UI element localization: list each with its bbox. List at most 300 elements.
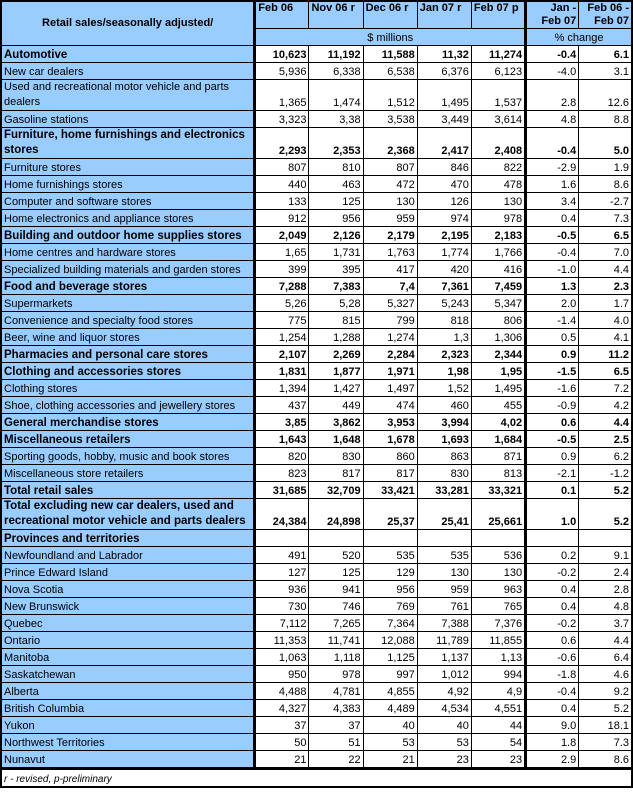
cell-nov06: 125 — [309, 193, 363, 210]
cell-feb06: 31,685 — [255, 482, 309, 499]
table-row — [1, 666, 632, 683]
cell-dec06: 3,953 — [363, 414, 417, 431]
column-header-feb07: Feb 07 p — [471, 1, 525, 29]
cell-dec06: 959 — [363, 210, 417, 227]
cell-feb07: 1,95 — [471, 363, 525, 380]
cell-feb06-feb07-pct: 2.5 — [579, 431, 632, 448]
cell-feb06-feb07-pct: 5.2 — [579, 482, 632, 499]
cell-feb06: 24,384 — [255, 499, 309, 530]
cell-feb07: 130 — [471, 193, 525, 210]
cell-nov06: 817 — [309, 465, 363, 482]
cell-nov06: 2,269 — [309, 346, 363, 363]
cell-feb06: 1,643 — [255, 431, 309, 448]
cell-feb06: 4,488 — [255, 683, 309, 700]
cell-feb06: 2,107 — [255, 346, 309, 363]
cell-nov06: 815 — [309, 312, 363, 329]
cell-jan-feb07-pct: -1.5 — [526, 363, 579, 380]
cell-nov06: 37 — [309, 717, 363, 734]
cell-jan-feb07-pct: -2.1 — [526, 465, 579, 482]
cell-jan07: 1,693 — [417, 431, 471, 448]
cell-feb06: 10,623 — [255, 46, 309, 63]
row-label: Quebec — [1, 615, 255, 632]
cell-nov06: 449 — [309, 397, 363, 414]
row-label: Prince Edward Island — [1, 564, 255, 581]
row-label: Home centres and hardware stores — [1, 244, 255, 261]
row-label: Specialized building materials and garden stores — [1, 261, 255, 278]
row-label: New Brunswick — [1, 598, 255, 615]
cell-jan07: 1,495 — [417, 80, 471, 111]
cell-feb06: 37 — [255, 717, 309, 734]
cell-feb06-feb07-pct: 11.2 — [579, 346, 632, 363]
cell-jan07: 40 — [417, 717, 471, 734]
cell-jan-feb07-pct: 0.4 — [526, 210, 579, 227]
cell-feb07: 1,306 — [471, 329, 525, 346]
table-row — [1, 261, 632, 278]
cell-feb07: 416 — [471, 261, 525, 278]
cell-nov06: 1,288 — [309, 329, 363, 346]
cell-nov06: 4,781 — [309, 683, 363, 700]
cell-nov06: 125 — [309, 564, 363, 581]
cell-nov06: 3,862 — [309, 414, 363, 431]
cell-jan-feb07-pct: 0.4 — [526, 581, 579, 598]
cell-jan07: 53 — [417, 734, 471, 751]
cell-feb07: 978 — [471, 210, 525, 227]
cell-dec06: 40 — [363, 717, 417, 734]
cell-feb06: 1,831 — [255, 363, 309, 380]
cell-jan-feb07-pct: -0.5 — [526, 227, 579, 244]
cell-feb06-feb07-pct — [579, 530, 632, 547]
table-row — [1, 465, 632, 482]
table-row — [1, 598, 632, 615]
cell-jan07: 33,281 — [417, 482, 471, 499]
row-label: Automotive — [1, 46, 255, 63]
cell-jan07: 2,195 — [417, 227, 471, 244]
cell-feb07: 871 — [471, 448, 525, 465]
cell-jan07: 4,92 — [417, 683, 471, 700]
table-title: Retail sales/seasonally adjusted/ — [1, 1, 255, 46]
cell-feb06-feb07-pct: 4.0 — [579, 312, 632, 329]
cell-feb06: 1,254 — [255, 329, 309, 346]
cell-jan07: 25,41 — [417, 499, 471, 530]
cell-nov06: 1,118 — [309, 649, 363, 666]
cell-feb06-feb07-pct: 4.6 — [579, 666, 632, 683]
cell-dec06: 1,512 — [363, 80, 417, 111]
cell-nov06: 22 — [309, 751, 363, 769]
row-label: Total excluding new car dealers, used and recreational motor vehicle and parts dealers — [1, 499, 255, 530]
table-row — [1, 295, 632, 312]
cell-feb07: 6,123 — [471, 63, 525, 80]
cell-jan-feb07-pct: -0.4 — [526, 683, 579, 700]
cell-jan07: 1,137 — [417, 649, 471, 666]
cell-nov06 — [309, 530, 363, 547]
row-label: Total retail sales — [1, 482, 255, 499]
cell-feb06-feb07-pct: -2.7 — [579, 193, 632, 210]
cell-feb06: 50 — [255, 734, 309, 751]
table-row — [1, 632, 632, 649]
row-label: Nunavut — [1, 751, 255, 769]
cell-dec06: 769 — [363, 598, 417, 615]
cell-dec06: 11,588 — [363, 46, 417, 63]
cell-jan07: 1,012 — [417, 666, 471, 683]
row-label: Furniture stores — [1, 159, 255, 176]
cell-nov06: 2,353 — [309, 128, 363, 159]
cell-feb06-feb07-pct: 18.1 — [579, 717, 632, 734]
cell-nov06: 11,192 — [309, 46, 363, 63]
cell-feb06-feb07-pct: 6.2 — [579, 448, 632, 465]
cell-nov06: 1,648 — [309, 431, 363, 448]
cell-dec06: 997 — [363, 666, 417, 683]
cell-feb07: 25,661 — [471, 499, 525, 530]
cell-jan-feb07-pct: 0.5 — [526, 329, 579, 346]
cell-feb07: 455 — [471, 397, 525, 414]
cell-jan07: 863 — [417, 448, 471, 465]
cell-jan-feb07-pct: 1.6 — [526, 176, 579, 193]
cell-jan07: 535 — [417, 547, 471, 564]
cell-feb06-feb07-pct: 6.5 — [579, 227, 632, 244]
cell-feb06-feb07-pct: 7.3 — [579, 210, 632, 227]
cell-nov06: 746 — [309, 598, 363, 615]
cell-jan07: 23 — [417, 751, 471, 769]
cell-feb06-feb07-pct: 5.2 — [579, 700, 632, 717]
table-row — [1, 193, 632, 210]
cell-feb06: 11,353 — [255, 632, 309, 649]
table-row — [1, 63, 632, 80]
table-row — [1, 80, 632, 111]
cell-feb06: 912 — [255, 210, 309, 227]
cell-jan07: 5,243 — [417, 295, 471, 312]
footnote: r - revised, p-preliminary — [1, 769, 632, 788]
cell-feb06-feb07-pct: 4.8 — [579, 598, 632, 615]
cell-dec06: 53 — [363, 734, 417, 751]
cell-dec06: 4,855 — [363, 683, 417, 700]
row-label: Convenience and specialty food stores — [1, 312, 255, 329]
table-row — [1, 128, 632, 159]
cell-jan-feb07-pct: 2.9 — [526, 751, 579, 769]
cell-feb06-feb07-pct: 7.3 — [579, 734, 632, 751]
cell-jan-feb07-pct: -1.0 — [526, 261, 579, 278]
cell-feb06: 936 — [255, 581, 309, 598]
cell-feb06: 820 — [255, 448, 309, 465]
cell-feb06-feb07-pct: 5.2 — [579, 499, 632, 530]
table-row — [1, 431, 632, 448]
cell-feb07: 1,684 — [471, 431, 525, 448]
cell-jan07: 11,789 — [417, 632, 471, 649]
table-row — [1, 751, 632, 769]
row-label: Pharmacies and personal care stores — [1, 346, 255, 363]
row-label: Furniture, home furnishings and electronics stores — [1, 128, 255, 159]
cell-feb06: 437 — [255, 397, 309, 414]
cell-feb06-feb07-pct: 1.9 — [579, 159, 632, 176]
cell-feb07: 11,855 — [471, 632, 525, 649]
cell-dec06: 474 — [363, 397, 417, 414]
cell-dec06: 472 — [363, 176, 417, 193]
cell-feb06: 5,936 — [255, 63, 309, 80]
cell-feb06: 1,65 — [255, 244, 309, 261]
row-label: Sporting goods, hobby, music and book stores — [1, 448, 255, 465]
cell-feb07: 4,9 — [471, 683, 525, 700]
cell-feb07: 7,376 — [471, 615, 525, 632]
row-label: Beer, wine and liquor stores — [1, 329, 255, 346]
cell-jan07: 4,534 — [417, 700, 471, 717]
cell-feb07: 54 — [471, 734, 525, 751]
cell-feb06-feb07-pct: 6.1 — [579, 46, 632, 63]
cell-nov06: 520 — [309, 547, 363, 564]
cell-dec06: 7,4 — [363, 278, 417, 295]
cell-dec06: 1,125 — [363, 649, 417, 666]
cell-dec06: 1,274 — [363, 329, 417, 346]
cell-feb06-feb07-pct: 12.6 — [579, 80, 632, 111]
cell-jan07: 3,449 — [417, 111, 471, 128]
cell-feb06-feb07-pct: 6.5 — [579, 363, 632, 380]
row-label: New car dealers — [1, 63, 255, 80]
cell-feb06-feb07-pct: 1.7 — [579, 295, 632, 312]
row-label: Nova Scotia — [1, 581, 255, 598]
cell-feb06-feb07-pct: 8.8 — [579, 111, 632, 128]
table-row — [1, 482, 632, 499]
cell-jan07: 3,994 — [417, 414, 471, 431]
row-label: Miscellaneous retailers — [1, 431, 255, 448]
footnote-row — [1, 769, 632, 788]
cell-feb06 — [255, 530, 309, 547]
table-row — [1, 530, 632, 547]
column-header-feb06: Feb 06 — [255, 1, 309, 29]
cell-dec06: 33,421 — [363, 482, 417, 499]
cell-jan-feb07-pct: -0.2 — [526, 615, 579, 632]
cell-jan07 — [417, 530, 471, 547]
cell-feb07: 765 — [471, 598, 525, 615]
cell-jan-feb07-pct: -0.9 — [526, 397, 579, 414]
cell-nov06: 830 — [309, 448, 363, 465]
units-percent-change: % change — [526, 29, 632, 46]
row-label: Clothing and accessories stores — [1, 363, 255, 380]
cell-feb06-feb07-pct: 3.1 — [579, 63, 632, 80]
cell-feb07: 2,408 — [471, 128, 525, 159]
cell-feb06-feb07-pct: 4.4 — [579, 414, 632, 431]
cell-jan07: 974 — [417, 210, 471, 227]
cell-nov06: 941 — [309, 581, 363, 598]
cell-dec06: 1,763 — [363, 244, 417, 261]
row-label: Newfoundland and Labrador — [1, 547, 255, 564]
cell-dec06: 807 — [363, 159, 417, 176]
cell-feb07: 1,766 — [471, 244, 525, 261]
row-label: Supermarkets — [1, 295, 255, 312]
cell-nov06: 3,38 — [309, 111, 363, 128]
row-label: Building and outdoor home supplies stores — [1, 227, 255, 244]
table-row — [1, 244, 632, 261]
row-label: General merchandise stores — [1, 414, 255, 431]
cell-feb07: 11,274 — [471, 46, 525, 63]
cell-jan-feb07-pct: -2.9 — [526, 159, 579, 176]
cell-feb06: 7,288 — [255, 278, 309, 295]
cell-feb06: 133 — [255, 193, 309, 210]
cell-nov06: 1,731 — [309, 244, 363, 261]
cell-feb06-feb07-pct: 2.4 — [579, 564, 632, 581]
cell-feb06: 823 — [255, 465, 309, 482]
cell-dec06: 3,538 — [363, 111, 417, 128]
cell-feb06: 399 — [255, 261, 309, 278]
cell-jan-feb07-pct: -0.4 — [526, 128, 579, 159]
cell-dec06: 7,364 — [363, 615, 417, 632]
cell-jan07: 761 — [417, 598, 471, 615]
cell-dec06: 535 — [363, 547, 417, 564]
cell-dec06: 860 — [363, 448, 417, 465]
cell-nov06: 463 — [309, 176, 363, 193]
cell-jan-feb07-pct: -1.6 — [526, 380, 579, 397]
table-row — [1, 734, 632, 751]
cell-feb06-feb07-pct: 2.8 — [579, 581, 632, 598]
cell-jan07: 470 — [417, 176, 471, 193]
table-row — [1, 329, 632, 346]
row-label: Yukon — [1, 717, 255, 734]
cell-feb06-feb07-pct: 7.0 — [579, 244, 632, 261]
cell-feb06-feb07-pct: 3.7 — [579, 615, 632, 632]
cell-feb07: 5,347 — [471, 295, 525, 312]
cell-feb07: 963 — [471, 581, 525, 598]
cell-nov06: 6,338 — [309, 63, 363, 80]
row-label: Home furnishings stores — [1, 176, 255, 193]
cell-nov06: 395 — [309, 261, 363, 278]
cell-jan07: 1,98 — [417, 363, 471, 380]
cell-jan-feb07-pct: 4.8 — [526, 111, 579, 128]
cell-dec06: 2,368 — [363, 128, 417, 159]
cell-feb07: 478 — [471, 176, 525, 193]
cell-jan-feb07-pct: -0.2 — [526, 564, 579, 581]
cell-jan07: 6,376 — [417, 63, 471, 80]
cell-jan-feb07-pct: 0.9 — [526, 448, 579, 465]
cell-nov06: 32,709 — [309, 482, 363, 499]
cell-feb07: 2,183 — [471, 227, 525, 244]
cell-dec06: 1,678 — [363, 431, 417, 448]
table-row — [1, 564, 632, 581]
cell-feb06-feb07-pct: 7.2 — [579, 380, 632, 397]
cell-dec06: 6,538 — [363, 63, 417, 80]
table-row — [1, 227, 632, 244]
cell-jan-feb07-pct: -0.6 — [526, 649, 579, 666]
cell-jan-feb07-pct: -1.8 — [526, 666, 579, 683]
cell-jan-feb07-pct: -1.4 — [526, 312, 579, 329]
cell-jan07: 2,417 — [417, 128, 471, 159]
row-label: Manitoba — [1, 649, 255, 666]
cell-feb06: 2,049 — [255, 227, 309, 244]
cell-jan07: 830 — [417, 465, 471, 482]
cell-dec06: 5,327 — [363, 295, 417, 312]
cell-jan-feb07-pct: -0.4 — [526, 244, 579, 261]
cell-jan-feb07-pct: 1.0 — [526, 499, 579, 530]
cell-jan07: 130 — [417, 564, 471, 581]
cell-dec06: 12,088 — [363, 632, 417, 649]
cell-feb06-feb07-pct: 9.1 — [579, 547, 632, 564]
cell-feb06: 4,327 — [255, 700, 309, 717]
cell-nov06: 1,474 — [309, 80, 363, 111]
cell-feb07: 822 — [471, 159, 525, 176]
cell-nov06: 2,126 — [309, 227, 363, 244]
row-label: British Columbia — [1, 700, 255, 717]
row-label: Computer and software stores — [1, 193, 255, 210]
cell-feb07: 1,495 — [471, 380, 525, 397]
cell-dec06: 2,179 — [363, 227, 417, 244]
cell-feb06-feb07-pct: 4.1 — [579, 329, 632, 346]
cell-jan-feb07-pct: 1.3 — [526, 278, 579, 295]
cell-jan07: 7,361 — [417, 278, 471, 295]
cell-feb06-feb07-pct: 6.4 — [579, 649, 632, 666]
table-row — [1, 210, 632, 227]
row-label: Home electronics and appliance stores — [1, 210, 255, 227]
cell-feb06: 491 — [255, 547, 309, 564]
cell-jan-feb07-pct: -0.4 — [526, 46, 579, 63]
cell-feb06: 3,323 — [255, 111, 309, 128]
cell-feb06-feb07-pct: 4.4 — [579, 261, 632, 278]
cell-jan-feb07-pct: 0.2 — [526, 547, 579, 564]
cell-feb07: 536 — [471, 547, 525, 564]
cell-dec06: 1,497 — [363, 380, 417, 397]
cell-nov06: 24,898 — [309, 499, 363, 530]
cell-dec06: 25,37 — [363, 499, 417, 530]
cell-feb07: 806 — [471, 312, 525, 329]
cell-dec06 — [363, 530, 417, 547]
cell-feb06: 127 — [255, 564, 309, 581]
cell-dec06: 130 — [363, 193, 417, 210]
table-row — [1, 159, 632, 176]
row-label: Used and recreational motor vehicle and parts dealers — [1, 80, 255, 111]
table-row — [1, 499, 632, 530]
table-row — [1, 176, 632, 193]
cell-jan-feb07-pct: 0.6 — [526, 414, 579, 431]
cell-feb06: 1,365 — [255, 80, 309, 111]
table-row — [1, 448, 632, 465]
cell-jan07: 1,52 — [417, 380, 471, 397]
cell-dec06: 417 — [363, 261, 417, 278]
cell-jan07: 2,323 — [417, 346, 471, 363]
cell-jan07: 11,32 — [417, 46, 471, 63]
cell-jan-feb07-pct — [526, 530, 579, 547]
cell-dec06: 21 — [363, 751, 417, 769]
cell-dec06: 2,284 — [363, 346, 417, 363]
cell-feb07: 4,551 — [471, 700, 525, 717]
header-row — [1, 1, 632, 29]
cell-feb06: 730 — [255, 598, 309, 615]
cell-feb06: 5,26 — [255, 295, 309, 312]
cell-feb07: 994 — [471, 666, 525, 683]
cell-dec06: 956 — [363, 581, 417, 598]
table-row — [1, 278, 632, 295]
cell-feb07: 813 — [471, 465, 525, 482]
column-header-feb06-feb07: Feb 06 - Feb 07 — [579, 1, 632, 29]
table-body — [1, 46, 632, 769]
cell-nov06: 810 — [309, 159, 363, 176]
row-label: Miscellaneous store retailers — [1, 465, 255, 482]
cell-feb07: 130 — [471, 564, 525, 581]
cell-feb06-feb07-pct: 2.3 — [579, 278, 632, 295]
cell-nov06: 7,265 — [309, 615, 363, 632]
cell-dec06: 129 — [363, 564, 417, 581]
cell-dec06: 1,971 — [363, 363, 417, 380]
cell-feb06: 1,063 — [255, 649, 309, 666]
cell-feb06-feb07-pct: 8.6 — [579, 176, 632, 193]
units-millions: $ millions — [255, 29, 526, 46]
cell-jan07: 420 — [417, 261, 471, 278]
cell-feb06-feb07-pct: 4.4 — [579, 632, 632, 649]
cell-feb06-feb07-pct: 9.2 — [579, 683, 632, 700]
cell-jan-feb07-pct: 0.6 — [526, 632, 579, 649]
cell-feb07: 1,537 — [471, 80, 525, 111]
row-label: Saskatchewan — [1, 666, 255, 683]
table-row — [1, 615, 632, 632]
table-row — [1, 346, 632, 363]
table-row — [1, 111, 632, 128]
cell-feb06: 3,85 — [255, 414, 309, 431]
cell-feb07: 1,13 — [471, 649, 525, 666]
cell-nov06: 11,741 — [309, 632, 363, 649]
